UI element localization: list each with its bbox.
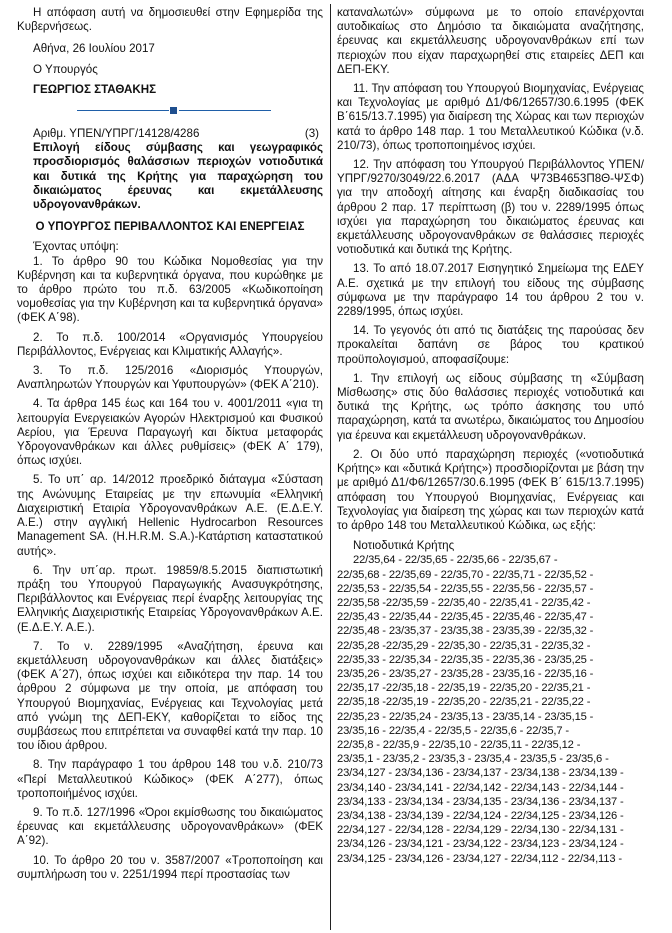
area-heading: Νοτιοδυτικά Κρήτης — [353, 539, 455, 553]
signatory-role: Ο Υπουργός — [33, 62, 98, 76]
code-line: 23/34,133 - 23/34,134 - 23/34,135 - 23/34,136 - 23/34,137 - — [337, 795, 624, 808]
having-regard: Έχοντας υπόψη: — [33, 240, 119, 254]
decision-header — [17, 127, 323, 141]
code-line: 22/35,33 - 22/35,34 - 22/35,35 - 22/35,36 - 23/35,25 - — [337, 653, 594, 666]
clause-10-continuation: καταναλωτών» σύμφωνα με το οποίο επανέρχονται αυτοδικαίως στο Δημόσιο τα δικαιώματα αναζήτησης, έρευνας και εκμετάλλευσης υδρογονανθράκων επί των περιοχών που είχαν παραχωρηθεί στις εταιρείες ΔΕΠ και ΔΕΠ-ΕΚΥ. — [337, 6, 644, 76]
code-line: 22/34,127 - 22/34,128 - 22/34,129 - 22/34,130 - 22/34,131 - — [337, 824, 624, 837]
decision-article-1: 1. Την επιλογή ως είδους σύμβασης τη «Σύμβαση Μίσθωσης» στις δύο θαλάσσιες περιοχές νοτιοδυτικά και δυτικά της Κρήτης, ως τρόπο άσκησης του υπό παραχώρηση, κατά τα ανωτέρω, δικαιώματος του Δημοσίου για έρευνα και εκμετάλλευση υδρογονανθράκων. — [337, 371, 644, 442]
code-line: 22/35,18 -22/35,19 - 22/35,20 - 22/35,21 - 22/35,22 - — [337, 696, 591, 709]
clause-5: 5. Το υπ΄ αρ. 14/2012 προεδρικό διάταγμα «Σύσταση της Ανώνυμης Εταιρείας με την επωνυμία «Ελληνική Διαχειριστική Εταιρία Υδρογονανθράκων Α.Ε. (Ε.Δ.Ε.Υ. Α.Ε.) στην αγγλική Hellenic Hydrocarbon Resources Management SA. (H.H.R.M. S.A.)-Κατάρτιση καταστατικού αυτής». — [17, 473, 323, 558]
left-column — [17, 6, 323, 882]
decision-title: Επιλογή είδους σύμβασης και γεωγραφικός προσδιορισμός θαλάσσιων περιοχών νοτιοδυτικά και δυτικά της Κρήτης για παραχώρηση του δικαιώματος έρευνας και εκμετάλλευσης υδρογονανθράκων. — [33, 141, 323, 212]
clause-12: 12. Την απόφαση του Υπουργού Περιβάλλοντος ΥΠΕΝ/ΥΠΡΓ/9270/3049/22.6.2017 (ΑΔΑ Ψ73Β4653Π8Θ-ΨΣΦ) για την αποδοχή αίτησης και έναρξη διαδικασίας του άρθρου 2 παρ. 17 περίπτωση (β) του ν. 2289/1995 όπως ισχύει για παραχώρηση του δικαιώματος έρευνας και εκμετάλλευσης υδρογονανθράκων σε θαλάσσιες περιοχές νοτιοδυτικά και δυτικά της Κρήτης. — [337, 158, 644, 257]
code-line: 22/35,48 - 23/35,37 - 23/35,38 - 23/35,39 - 22/35,32 - — [337, 625, 594, 638]
clause-9: 9. Το π.δ. 127/1996 «Όροι εκμίσθωσης του δικαιώματος έρευνας και εκμετάλλευσης υδρογονανθράκων» (ΦΕΚ Α΄92). — [17, 805, 323, 848]
clause-7: 7. Το ν. 2289/1995 «Αναζήτηση, έρευνα και εκμετάλλευση υδρογονανθράκων και άλλες διατάξεις» (ΦΕΚ Α΄27), όπως ισχύει και ειδικότερα την παρ. 14 του άρθρου 2 σύμφωνα με την οποία, με απόφαση του Υπουργού Βιομηχανίας, Ενέργειας και Τεχνολογίας μετά από γνώμη της ΔΕΠ-ΕΚΥ, καθορίζεται το είδος της συμβάσεως που επιτρέπεται να συναφθεί κατά την παρ. 10 του ίδιου άρθρου. — [17, 639, 323, 753]
clause-10: 10. Το άρθρο 20 του ν. 3587/2007 «Τροποποίηση και συμπλήρωση του ν. 2251/1994 περί προστασίας των — [17, 853, 323, 881]
decision-article-2: 2. Οι δύο υπό παραχώρηση περιοχές («νοτιοδυτικά Κρήτης» και «δυτικά Κρήτης») προσδιορίζονται με βάση την με αριθμό Δ1/Φ6/12657/30.6.1995 (ΦΕΚ Β΄ 615/13.7.1995) απόφαση του Υπουργού Βιομηχανίας, Ενέργειας και Τεχνολογίας για διαίρεση της χώρας και των περιοχών κατά το άρθρο 148 του Μεταλλευτικού Κώδικα, ως εξής: — [337, 447, 644, 532]
code-line: 23/34,140 - 23/34,141 - 22/34,142 - 22/34,143 - 22/34,144 - — [337, 781, 624, 794]
decision-number: Αριθμ. ΥΠΕΝ/ΥΠΡΓ/14128/4286 — [33, 127, 200, 141]
column-divider — [330, 4, 331, 930]
clause-2: 2. Το π.δ. 100/2014 «Οργανισμός Υπουργείου Περιβάλλοντος, Ενέργειας και Κλιματικής Αλλαγής». — [17, 330, 323, 358]
code-line: 23/35,26 - 23/35,27 - 23/35,28 - 23/35,16 - 22/35,16 - — [337, 667, 594, 680]
code-line: 22/35,53 - 22/35,54 - 22/35,55 - 22/35,56 - 22/35,57 - — [337, 582, 594, 595]
separator-square-icon — [170, 107, 177, 114]
code-line: 23/34,126 - 23/34,121 - 23/34,122 - 23/34,123 - 23/34,124 - — [337, 838, 624, 851]
clause-8: 8. Την παράγραφο 1 του άρθρου 148 του ν.δ. 210/73 «Περί Μεταλλευτικού Κώδικος» (ΦΕΚ Α΄277), όπως τροποποιήμένος ισχύει. — [17, 758, 323, 800]
right-column — [337, 6, 644, 866]
clause-4: 4. Τα άρθρα 145 έως και 164 του ν. 4001/2011 «για τη λειτουργία Ενεργειακών Αγορών Ηλεκτρισμού και Φυσικού Αερίου, για Έρευνα Παραγωγή και δίκτυα μεταφοράς Υδρογονανθράκων και άλλες ρυθμίσεις» (ΦΕΚ Α΄ 179), όπως ισχύει. — [17, 397, 323, 468]
code-line: 22/35,43 - 22/35,44 - 22/35,45 - 22/35,46 - 22/35,47 - — [337, 611, 594, 624]
code-line: 22/35,58 -22/35,59 - 22/35,40 - 22/35,41 - 22/35,42 - — [337, 596, 591, 609]
clause-6: 6. Την υπ΄αρ. πρωτ. 19859/8.5.2015 διαπιστωτική πράξη του Υπουργού Παραγωγικής Ανασυγκρότησης, Περιβάλλοντος και Ενέργειας περί έναρξης λειτουργίας της Ελληνικής Διαχειριστικής Εταιρείας Υδρογονανθράκων Α.Ε. (Ε.Δ.Ε.Υ. Α.Ε.). — [17, 563, 323, 634]
clause-3: 3. Το π.δ. 125/2016 «Διορισμός Υπουργών, Αναπληρωτών Υπουργών και Υφυπουργών» (ΦΕΚ Α΄210). — [17, 364, 323, 392]
ministry-heading: Ο ΥΠΟΥΡΓΟΣ ΠΕΡΙΒΑΛΛΟΝΤΟΣ ΚΑΙ ΕΝΕΡΓΕΙΑΣ — [35, 220, 305, 234]
publication-note: Η απόφαση αυτή να δημοσιευθεί στην Εφημερίδα της Κυβερνήσεως. — [17, 6, 323, 34]
code-line: 23/35,16 - 22/35,4 - 22/35,5 - 22/35,6 - 22/35,7 - — [337, 724, 569, 737]
code-line: 23/34,138 - 23/34,139 - 22/34,124 - 22/34,125 - 23/34,126 - — [337, 809, 624, 822]
code-line: 22/35,17 -22/35,18 - 22/35,19 - 22/35,20 - 22/35,21 - — [337, 682, 591, 695]
code-line: 22/35,23 - 22/35,24 - 23/35,13 - 23/35,14 - 23/35,15 - — [337, 710, 594, 723]
code-line: 23/34,125 - 23/34,126 - 23/34,127 - 22/34,112 - 22/34,113 - — [337, 852, 622, 865]
signatory-name: ΓΕΩΡΓΙΟΣ ΣΤΑΘΑΚΗΣ — [33, 82, 157, 96]
code-line: 22/35,64 - 22/35,65 - 22/35,66 - 22/35,67 - — [353, 554, 558, 567]
code-line: 22/35,28 -22/35,29 - 22/35,30 - 22/35,31 - 22/35,32 - — [337, 639, 591, 652]
code-line: 23/35,1 - 23/35,2 - 23/35,3 - 23/35,4 - 23/35,5 - 23/35,6 - — [337, 753, 609, 766]
code-line: 22/35,68 - 22/35,69 - 22/35,70 - 22/35,71 - 22/35,52 - — [337, 568, 594, 581]
block-code-list — [337, 553, 644, 865]
section-separator — [17, 105, 323, 117]
clause-14: 14. Το γεγονός ότι από τις διατάξεις της παρούσας δεν προκαλείται δαπάνη σε βάρος του κρατικού προϋπολογισμού, αποφασίζουμε: — [337, 324, 644, 366]
clause-13: 13. Το από 18.07.2017 Εισηγητικό Σημείωμα της ΕΔΕΥ Α.Ε. σχετικά με την επιλογή του είδους της σύμβασης σύμφωνα με την παράγραφο 14 του άρθρου 2 του ν. 2289/1995, όπως ισχύει. — [337, 262, 644, 319]
place-date: Αθήνα, 26 Ιουλίου 2017 — [33, 42, 155, 56]
code-line: 22/35,8 - 22/35,9 - 22/35,10 - 22/35,11 - 22/35,12 - — [337, 738, 581, 751]
clause-1: 1. Το άρθρο 90 του Κώδικα Νομοθεσίας για την Κυβέρνηση και τα κυβερνητικά όργανα, που κυρώθηκε με το άρθρο πρώτο του π.δ. 63/2005 «Κωδικοποίηση νομοθεσίας για την Κυβέρνηση και τα κυβερνητικά όργανα» (ΦΕΚ Α΄98). — [17, 254, 323, 325]
decision-index: (3) — [304, 127, 319, 141]
code-line: 23/34,127 - 23/34,136 - 23/34,137 - 23/34,138 - 23/34,139 - — [337, 767, 624, 780]
clause-11: 11. Την απόφαση του Υπουργού Βιομηχανίας, Ενέργειας και Τεχνολογίας με αριθμό Δ1/Φ6/12657/30.6.1995 (ΦΕΚ Β΄615/13.7.1995) για διαίρεση της Χώρας και των περιοχών κατά το άρθρο 148 παρ. 1 του Μεταλλευτικού Κώδικα (ν.δ. 210/73), όπως τροποποιημένος ισχύει. — [337, 82, 644, 152]
